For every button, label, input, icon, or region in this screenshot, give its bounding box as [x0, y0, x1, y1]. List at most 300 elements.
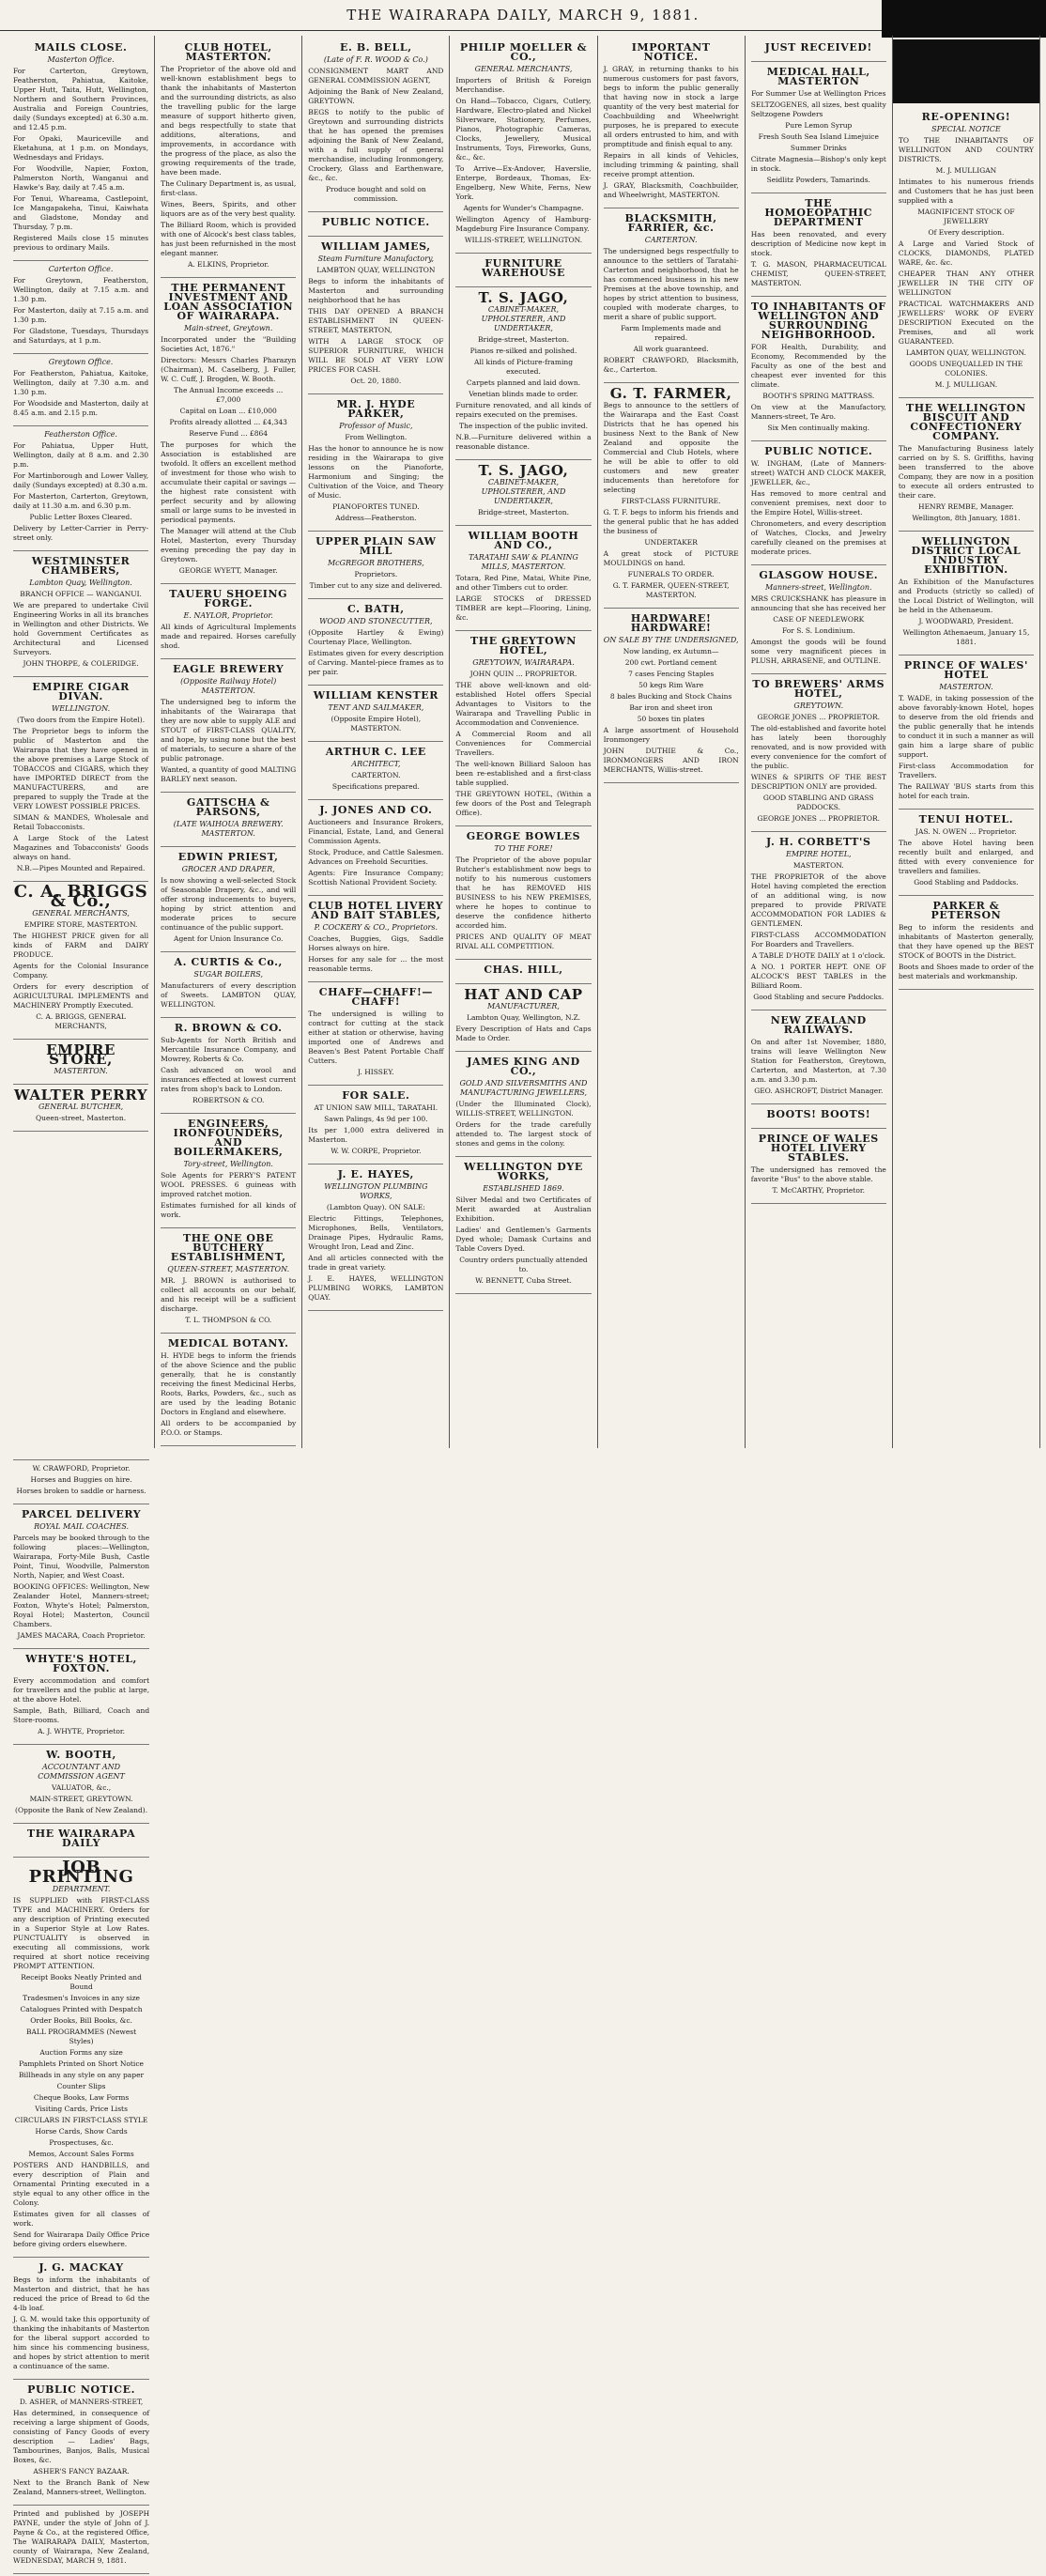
- ad-subtitle: QUEEN-STREET, MASTERTON.: [167, 1265, 290, 1273]
- ad-paragraph: Sample, Bath, Billiard, Coach and Store-rooms.: [13, 1706, 150, 1724]
- advertisement: [455, 460, 591, 526]
- ad-paragraph: A TABLE D'HOTE DAILY at 1 o'clock.: [751, 951, 885, 960]
- ad-title: THE WELLINGTON BISCUIT AND CONFECTIONERY COMPANY.: [906, 402, 1026, 442]
- ad-subtitle: (Opposite Railway Hotel) MASTERTON.: [180, 677, 277, 695]
- ad-paragraph: For Opaki, Mauriceville and Eketahuna, at 1 p.m. on Mondays, Wednesdays and Fridays.: [13, 134, 149, 162]
- ad-body: [308, 771, 443, 792]
- ad-title: A. CURTIS & Co.,: [174, 956, 283, 968]
- advertisement: [604, 208, 739, 383]
- ad-paragraph: For Woodville, Napier, Foxton, Palmerston North, Wanganui and Hawke's Bay, daily at 7.45 a.m.: [13, 164, 149, 192]
- ad-subtitle: Tory-street, Wellington.: [183, 1160, 273, 1168]
- ad-body: [13, 67, 148, 253]
- advertisement: [161, 1334, 296, 1446]
- ad-paragraph: Stock, Produce, and Cattle Salesmen. Advances on Freehold Securities.: [308, 848, 444, 866]
- masthead-title: THE WAIRARAPA DAILY, MARCH 9, 1881.: [346, 7, 700, 23]
- advertisement: [161, 584, 296, 659]
- ad-title: C. A. BRIGGS & Co.,: [13, 882, 148, 911]
- ad-paragraph: To Arrive—Ex-Andover, Haverslie, Enterpe, Bordeaux, Thomas, Ex-Engelberg, New White, Ferns, New York.: [455, 164, 592, 201]
- ad-title: PUBLIC NOTICE.: [764, 445, 873, 457]
- ad-title: THE HOMOEOPATHIC DEPARTMENT: [764, 197, 873, 228]
- ad-paragraph: The undersigned is willing to contract for cutting at the stack either at station or otherwise, having imported one of Andrews and Beaven's Best Patent Portable Chaff Cutters.: [308, 1010, 444, 1065]
- ad-paragraph: HENRY REMBE, Manager.: [918, 502, 1014, 511]
- ad-paragraph: (Opposite the Bank of New Zealand).: [15, 1806, 148, 1814]
- ad-paragraph: The Manager will attend at the Club Hotel, Masterton, every Thursday evening preceding the pay day in Greytown.: [161, 527, 297, 563]
- ad-paragraph: Queen-street, Masterton.: [36, 1114, 127, 1122]
- ad-paragraph: Directors: Messrs Charles Pharazyn (Chairman), M. Caselberg, J. Fuller, W. C. Cuff, J. Brogden, W. Booth.: [161, 356, 297, 383]
- ad-paragraph: Agents for Wunder's Champagne.: [463, 204, 584, 212]
- ad-subtitle: Lambton Quay, Wellington.: [29, 578, 132, 587]
- ad-subtitle: WOOD AND STONECUTTER,: [319, 617, 433, 625]
- ad-title: C. BATH,: [347, 603, 405, 615]
- advertisement: [899, 656, 1034, 810]
- ad-title: T. S. JAGO,: [478, 462, 569, 479]
- ad-paragraph: For Tenui, Whareama, Castlepoint, Ice Mangapakeha, Tinui, Kaiwhata and Gladstone, Monday and Thursday, 7 p.m.: [13, 194, 149, 231]
- ad-paragraph: AT UNION SAW MILL, TARATAHI.: [314, 1103, 438, 1112]
- ad-paragraph: T. McCARTHY, Proprietor.: [772, 1186, 866, 1195]
- ad-paragraph: Seidlitz Powders, Tamarinds.: [766, 176, 870, 184]
- ad-paragraph: J. WOODWARD, President.: [918, 617, 1014, 625]
- ad-paragraph: BEGS to notify to the public of Greytown and surrounding districts that he has opened the premises adjoining the Bank of New Zealand, with a full supply of general merchandise, including Ironmongery, Crockery, Glass and Earthenware, &c., &c.: [308, 108, 444, 182]
- advertisement: [13, 1460, 149, 1504]
- ad-paragraph: ROBERTSON & CO.: [192, 1096, 265, 1104]
- ad-paragraph: 8 bales Bucking and Stock Chains: [609, 692, 732, 701]
- column-4: [450, 36, 597, 1448]
- ad-paragraph: Citrate Magnesia—Bishop's only kept in stock.: [750, 155, 886, 173]
- ad-subtitle: Greytown Office.: [48, 358, 114, 366]
- ad-paragraph: J. E. HAYES, WELLINGTON PLUMBING WORKS, LAMBTON QUAY.: [308, 1274, 444, 1302]
- ad-title: PHILIP MOELLER & CO.,: [459, 41, 588, 63]
- ad-subtitle: CABINET-MAKER, UPHOLSTERER, AND UNDERTAKER,: [481, 478, 566, 505]
- advertisement: [161, 1228, 296, 1334]
- ad-body: [308, 433, 443, 523]
- ad-paragraph: C. A. BRIGGS, GENERAL MERCHANTS,: [36, 1012, 126, 1030]
- ad-paragraph: Proprietors.: [354, 570, 398, 578]
- ad-paragraph: Has determined, in consequence of receiving a large shipment of Goods, consisting of Fancy Goods of every description — Ladies' Bags, Tambourines, Banjos, Balls, Musical Boxes, &c.: [13, 2409, 150, 2464]
- ad-paragraph: Timber cut to any size and delivered.: [309, 581, 443, 590]
- ad-paragraph: Next to the Branch Bank of New Zealand, Manners-street, Wellington.: [13, 2478, 150, 2496]
- ad-paragraph: For S. S. Londinium.: [781, 626, 855, 635]
- ad-paragraph: MASTERTON.: [792, 861, 844, 870]
- ad-subtitle: McGREGOR BROTHERS,: [327, 559, 424, 567]
- ad-paragraph: MAGNIFICENT STOCK OF JEWELLERY: [917, 208, 1015, 225]
- ad-subtitle: SUGAR BOILERS,: [193, 970, 264, 979]
- masthead: [0, 0, 1046, 31]
- ad-subtitle: Professor of Music,: [339, 422, 413, 430]
- ad-title: NEW ZEALAND RAILWAYS.: [770, 1014, 867, 1036]
- ad-subtitle: Featherston Office.: [44, 430, 118, 439]
- advertisement: [13, 1040, 148, 1085]
- ad-body: [13, 590, 148, 669]
- ad-paragraph: JOHN THORPE, & COLERIDGE.: [23, 659, 139, 668]
- ad-title: WHYTE'S HOTEL, FOXTON.: [25, 1653, 137, 1674]
- advertisement: [161, 1114, 296, 1228]
- ad-title: PUBLIC NOTICE.: [27, 2383, 136, 2396]
- ad-subtitle: GREYTOWN.: [793, 702, 844, 710]
- ad-paragraph: Has the honor to announce he is now residing in the Wairarapa to give lessons on the Pianoforte, Harmonium and Singing; the Cultivation of the Voice, and Theory of Music.: [308, 444, 444, 500]
- ink-blot: [882, 0, 1046, 38]
- ad-paragraph: Public Letter Boxes Cleared.: [29, 513, 132, 521]
- ad-paragraph: M. J. MULLIGAN: [935, 166, 997, 175]
- ad-body: [751, 459, 886, 557]
- ad-subtitle: ON SALE BY THE UNDERSIGNED,: [603, 636, 739, 644]
- ad-subtitle: (Late of F. R. WOOD & Co.): [323, 55, 428, 64]
- ad-subtitle: EMPIRE HOTEL,: [786, 850, 852, 858]
- ad-paragraph: And all articles connected with the trade in great variety.: [308, 1254, 444, 1272]
- ad-subtitle: ARCHITECT,: [351, 760, 401, 768]
- ad-paragraph: VALUATOR, &c.,: [51, 1783, 112, 1792]
- ad-body: [899, 578, 1034, 647]
- ad-paragraph: Send for Wairarapa Daily Office Price before giving orders elsewhere.: [13, 2230, 150, 2248]
- ad-paragraph: J. G. M. would take this opportunity of thanking the inhabitants of Masterton for the liberal support accorded to him since his commencing business, and hopes by strict attention to merit a continuance of the same.: [13, 2315, 150, 2370]
- ad-subtitle: TO THE FORE!: [494, 844, 553, 853]
- ad-paragraph: IS SUPPLIED with FIRST-CLASS TYPE and MACHINERY. Orders for any description of Printing executed in a Superior Style at Low Rates. PUNCTUALITY is observed in executing all commissions, work required at short notice receiving PROMPT ATTENTION.: [13, 1896, 150, 1970]
- ad-paragraph: For Gladstone, Tuesdays, Thursdays and Saturdays, at 1 p.m.: [13, 327, 149, 345]
- ad-paragraph: Printed and published by JOSEPH PAYNE, under the style of John of J. Payne & Co., at the registered Office, The WAIRARAPA DAILY, Masterton, county of Wairarapa, New Zealand, WEDNESDAY, MARCH 9, 1881.: [13, 2509, 150, 2565]
- advertisement: [13, 1504, 149, 1649]
- ad-paragraph: Adjoining the Bank of New Zealand, GREYTOWN.: [308, 87, 444, 105]
- ad-title: MEDICAL HALL, MASTERTON: [766, 66, 870, 87]
- advertisement: [161, 278, 296, 584]
- ad-paragraph: FIRST-CLASS ACCOMMODATION For Boarders and Travellers.: [750, 931, 886, 949]
- ad-body: [13, 2275, 149, 2371]
- ad-paragraph: JOHN QUIN ... PROPRIETOR.: [469, 670, 577, 678]
- ad-body: [455, 1013, 591, 1043]
- ad-paragraph: Wellington Athenaeum, January 15, 1881.: [902, 628, 1030, 646]
- ad-paragraph: Wellington, 8th January, 1881.: [912, 514, 1021, 522]
- ad-paragraph: The Billiard Room, which is provided with one of Alcock's best class tables, has just been refurnished in the most elegant manner.: [161, 221, 297, 257]
- ad-paragraph: GOOD STABLING AND GRASS PADDOCKS.: [762, 794, 874, 811]
- advertisement: [161, 793, 296, 847]
- ad-paragraph: Horses broken to saddle or harness.: [16, 1487, 146, 1495]
- ad-body: [751, 230, 886, 288]
- ad-body: [455, 508, 591, 517]
- advertisement: [161, 952, 296, 1018]
- ad-paragraph: BOOKING OFFICES: Wellington, New Zealander Hotel, Manners-street; Foxton, Whyte's Hotel; Palmerston, Royal Hotel; Masterton, Council Chambers.: [13, 1582, 150, 1628]
- ad-title: RE-OPENING!: [921, 111, 1011, 123]
- ad-paragraph: The above Hotel having been recently built and enlarged, and fitted with every convenience for travellers and families.: [898, 839, 1034, 875]
- ad-body: [13, 369, 148, 418]
- ad-paragraph: A Large and Varied Stock of CLOCKS, DIAMONDS, PLATED WARE, &c. &c.: [898, 239, 1034, 267]
- ad-paragraph: SIMAN & MANDES, Wholesale and Retail Tobacconists.: [13, 813, 149, 831]
- ad-subtitle: (LATE WAIHOUA BREWERY. MASTERTON.: [173, 820, 284, 838]
- ad-paragraph: Sole Agents for PERRY'S PATENT WOOL PRESSES. 6 guineas with improved ratchet motion.: [161, 1171, 297, 1198]
- ad-title: JUST RECEIVED!: [764, 41, 872, 54]
- advertisement: [455, 826, 591, 960]
- ad-paragraph: BOOTH'S SPRING MATTRASS.: [762, 392, 875, 400]
- ad-paragraph: WINES & SPIRITS OF THE BEST DESCRIPTION ONLY are provided.: [750, 773, 886, 791]
- advertisement: [751, 38, 886, 62]
- ad-title: WILLIAM BOOTH AND CO.,: [468, 530, 579, 551]
- ad-paragraph: Chronometers, and every description of Watches, Clocks, and Jewelry carefully cleaned on the premises at moderate prices.: [750, 519, 886, 556]
- ad-paragraph: Summer Drinks: [790, 144, 847, 152]
- ad-subtitle: Main-street, Greytown.: [184, 324, 273, 332]
- ad-paragraph: Pianos re-silked and polished.: [469, 347, 577, 355]
- advertisement: [308, 800, 443, 896]
- ad-paragraph: MAIN-STREET, GREYTOWN.: [29, 1795, 133, 1803]
- ad-title: J. E. HAYES,: [337, 1168, 414, 1180]
- ad-paragraph: Orders for every description of AGRICULTURAL IMPLEMENTS and MACHINERY Promptly Executed.: [13, 982, 149, 1010]
- ad-body: [13, 441, 148, 543]
- ad-title: PARCEL DELIVERY: [21, 1508, 142, 1520]
- ad-paragraph: H. HYDE begs to inform the friends of the above Science and the public generally, that he is constantly receiving the finest Medicinal Herbs, Roots, Barks, Powders, &c., such as are used by the leading Botanic Doctors in England and elsewhere.: [161, 1351, 297, 1416]
- ad-paragraph: Sub-Agents for North British and Mercantile Insurance Company, and Mowrey, Roberts & Co.: [161, 1036, 297, 1063]
- advertisement: [13, 1085, 148, 1132]
- ad-paragraph: JAS. N. OWEN ... Proprietor.: [915, 827, 1017, 836]
- ad-paragraph: Address—Featherston.: [335, 514, 417, 522]
- ad-paragraph: (Under the Illuminated Clock), WILLIS-STREET, WELLINGTON.: [455, 1100, 592, 1118]
- ad-paragraph: PRICES AND QUALITY OF MEAT RIVAL ALL COMPETITION.: [455, 933, 592, 950]
- advertisement: [455, 1052, 591, 1157]
- ad-paragraph: Every accommodation and comfort for travellers and the public at large, at the above Hotel.: [13, 1676, 150, 1704]
- ad-paragraph: Agent for Union Insurance Co.: [174, 934, 284, 943]
- advertisement: [308, 982, 443, 1086]
- ad-paragraph: Bridge-street, Masterton.: [478, 335, 569, 344]
- ad-paragraph: The Proprietor of the above old and well-known establishment begs to thank the inhabitants of Masterton and the surrounding districts, as also the travelling public for the large measure of support hitherto given, and begs respectfully to state that additions, alterations, and improvements, in accordance with the progress of the place, as also the growing requirements of the trade, have been made.: [161, 65, 297, 177]
- ad-paragraph: T. G. MASON, PHARMACEUTICAL CHEMIST, QUEEN-STREET, MASTERTON.: [750, 260, 886, 287]
- advertisement: [455, 960, 591, 984]
- ad-body: [308, 1103, 443, 1156]
- ad-title: PUBLIC NOTICE.: [321, 216, 430, 228]
- ad-body: [308, 818, 443, 887]
- ad-subtitle: GOLD AND SILVERSMITHS AND MANUFACTURING JEWELLERS,: [459, 1079, 588, 1097]
- ad-title: R. BROWN & CO.: [174, 1022, 283, 1034]
- ad-body: [751, 861, 886, 1002]
- ad-paragraph: The purposes for which the Association is established are twofold. It offers an excellent method of investment for those who wish to accumulate their capital or savings — the highest rate consistent with perfect security and by allowing small or large sums to be invested in periodical payments.: [161, 440, 297, 524]
- ad-subtitle: Masterton Office.: [47, 55, 115, 64]
- column-5: [598, 36, 746, 1448]
- advertisement: [455, 631, 591, 826]
- advertisement: [455, 38, 591, 254]
- ad-body: [161, 1171, 296, 1220]
- ad-paragraph: Capital on Loan ... £10,000: [179, 407, 277, 415]
- ad-title: TAUERU SHOEING FORGE.: [169, 588, 288, 609]
- ad-paragraph: Cheque Books, Law Forms: [33, 2093, 130, 2102]
- ad-title: WELLINGTON DYE WORKS,: [464, 1161, 583, 1182]
- advertisement: [13, 1450, 149, 1460]
- ad-paragraph: GEORGE JONES ... PROPRIETOR.: [757, 713, 881, 721]
- ad-body: [13, 276, 148, 346]
- ad-paragraph: Venetian blinds made to order.: [469, 390, 578, 398]
- ad-paragraph: LAMBTON QUAY, WELLINGTON.: [905, 348, 1026, 357]
- ad-title: THE GREYTOWN HOTEL,: [470, 635, 577, 656]
- ad-paragraph: THIS DAY OPENED A BRANCH ESTABLISHMENT IN QUEEN-STREET, MASTERTON,: [308, 307, 444, 334]
- ad-title: THE ONE OBE BUTCHERY ESTABLISHMENT,: [170, 1232, 286, 1263]
- ad-paragraph: A Commercial Room and all Conveniences for Commercial Travellers.: [455, 730, 592, 757]
- ad-body: [13, 1676, 149, 1736]
- ad-paragraph: The old-established and favorite hotel has lately been thoroughly renovated, and is now provided with every convenience for the comfort of the public.: [750, 724, 886, 770]
- ad-paragraph: For Greytown, Featherston, Wellington, daily at 7.15 a.m. and 1.30 p.m.: [13, 276, 149, 303]
- ad-paragraph: Specifications prepared.: [331, 782, 420, 791]
- ad-paragraph: The HIGHEST PRICE given for all kinds of FARM and DAIRY PRODUCE.: [13, 932, 149, 959]
- ad-paragraph: For Pahiatua, Upper Hutt, Wellington, daily at 8 a.m. and 2.30 p.m.: [13, 441, 149, 469]
- ad-title: BLACKSMITH, FARRIER, &c.: [624, 212, 717, 234]
- ad-paragraph: All orders to be accompanied by P.O.O. or Stamps.: [161, 1419, 297, 1437]
- ad-paragraph: T. L. THOMPSON & CO.: [185, 1316, 272, 1324]
- advertisement: [13, 426, 148, 551]
- advertisement: [751, 674, 886, 832]
- advertisement: [751, 565, 886, 674]
- ad-paragraph: Silver Medal and two Certificates of Merit awarded at Australian Exhibition.: [455, 1195, 592, 1223]
- ad-paragraph: Repairs in all kinds of Vehicles, including trimming & painting, shall receive prompt attention.: [603, 151, 739, 178]
- ad-title: MR. J. HYDE PARKER,: [336, 398, 416, 420]
- ad-paragraph: Is now showing a well-selected Stock of Seasonable Drapery, &c., and will offer strong inducements to buyers, hoping by strict attention and moderate prices to secure continuance of the public support.: [161, 876, 297, 932]
- advertisement: [308, 896, 443, 982]
- ad-body: [308, 628, 443, 677]
- advertisement: [161, 659, 296, 793]
- ad-paragraph: Reserve Fund ... £864: [189, 429, 269, 438]
- ad-paragraph: FOR Health, Durability, and Economy, Recommended by the Faculty as one of the best and cheapest ever invented for this climate.: [750, 343, 886, 389]
- advertisement: [13, 2380, 149, 2506]
- ad-paragraph: An Exhibition of the Manufactures and Products (strictly so called) of the Local District of Wellington, will be held in the Athenaeum.: [898, 578, 1034, 614]
- ad-subtitle: GENERAL MERCHANTS,: [474, 65, 573, 73]
- ad-paragraph: Oct. 20, 1880.: [350, 377, 402, 385]
- ad-paragraph: Manufacturers of every description of Sweets. LAMBTON QUAY, WELLINGTON.: [161, 981, 297, 1009]
- ad-title: J. H. CORBETT'S: [766, 836, 871, 848]
- ad-paragraph: N.B.—Pipes Mounted and Repaired.: [16, 864, 146, 872]
- ad-paragraph: GOODS UNEQUALLED IN THE COLONIES.: [909, 360, 1023, 378]
- ad-paragraph: All kinds of Agricultural Implements made and repaired. Horses carefully shod.: [161, 623, 297, 650]
- advertisement: [308, 212, 443, 237]
- ad-paragraph: Wellington Agency of Hamburg-Magdeburg Fire Insurance Company.: [455, 215, 592, 233]
- column-2: [155, 36, 302, 1448]
- advertisement: [13, 2506, 149, 2574]
- ad-body: [604, 401, 739, 600]
- ad-title: EAGLE BREWERY: [173, 663, 285, 675]
- ad-body: [308, 1203, 443, 1303]
- ad-paragraph: W. BENNETT, Cuba Street.: [475, 1276, 572, 1285]
- ad-body: [751, 343, 886, 433]
- ad-paragraph: Receipt Books Neatly Printed and Bound: [21, 1973, 142, 1991]
- ad-title: W. BOOTH,: [46, 1749, 116, 1761]
- ad-body: [899, 136, 1034, 390]
- ink-blot: [893, 39, 1039, 103]
- ad-paragraph: D. ASHER, of MANNERS-STREET,: [19, 2398, 144, 2406]
- ad-title: PRINCE OF WALES' HOTEL: [903, 659, 1028, 681]
- ad-paragraph: Totara, Red Pine, Matai, White Pine, and other Timbers cut to order.: [455, 574, 592, 592]
- ad-paragraph: First-class Accommodation for Travellers.: [898, 762, 1034, 779]
- ad-paragraph: (Opposite Empire Hotel), MASTERTON.: [331, 715, 422, 733]
- ad-paragraph: Electric Fittings, Telephones, Microphones, Bells, Ventilators, Drainage Pipes, Hydraulic Rams, Wrought Iron, Lead and Zinc.: [308, 1214, 444, 1251]
- ad-paragraph: Country orders punctually attended to.: [459, 1256, 588, 1273]
- ad-paragraph: Auction Forms any size: [39, 2048, 123, 2057]
- ad-paragraph: Horses for any sale for ... the most reasonable terms.: [308, 955, 444, 973]
- ad-paragraph: LARGE STOCKS of DRESSED TIMBER are kept—Flooring, Lining, &c.: [455, 594, 592, 622]
- ad-title: FURNITURE WAREHOUSE: [481, 257, 565, 279]
- ad-subtitle: TARATAHI SAW & PLANING MILLS, MASTERTON.: [469, 553, 578, 571]
- ad-body: [604, 247, 739, 375]
- ad-body: [899, 694, 1034, 801]
- ad-subtitle: CARTERTON.: [644, 236, 698, 244]
- ad-title: JAMES KING AND CO.,: [467, 1056, 580, 1077]
- ad-paragraph: Bar iron and sheet iron: [629, 703, 713, 712]
- ad-title: WESTMINSTER CHAMBERS,: [31, 555, 131, 577]
- ad-paragraph: Ladies' and Gentlemen's Garments Dyed whole; Damask Curtains and Table Covers Dyed.: [455, 1226, 592, 1253]
- ad-paragraph: Cash advanced on wool and insurances effected at lowest current rates from shop's back to London.: [161, 1066, 297, 1093]
- ad-title: UPPER PLAIN SAW MILL: [315, 535, 437, 557]
- ad-paragraph: J. GRAY, Blacksmith, Coachbuilder, and Wheelwright, MASTERTON.: [603, 181, 739, 199]
- ad-paragraph: Pamphlets Printed on Short Notice: [19, 2059, 144, 2068]
- ad-paragraph: N.B.—Furniture delivered within a reasonable distance.: [455, 433, 592, 451]
- ad-body: [455, 1100, 591, 1149]
- advertisement: [13, 677, 148, 882]
- ad-paragraph: W. INGHAM, (Late of Manners-street) WATCH AND CLOCK MAKER, JEWELLER, &c.,: [750, 459, 886, 486]
- ad-paragraph: Order Books, Bill Books, &c.: [30, 2016, 132, 2025]
- advertisement: [13, 38, 148, 261]
- ad-title: ARTHUR C. LEE: [325, 746, 426, 758]
- ad-subtitle: ACCOUNTANT AND COMMISSION AGENT: [38, 1763, 125, 1781]
- ad-title: HARDWARE! HARDWARE!: [630, 612, 712, 634]
- ad-body: [161, 65, 296, 270]
- ad-title: J. G. MACKAY: [38, 2261, 124, 2274]
- ad-paragraph: Fresh South Sea Island Limejuice: [758, 132, 879, 141]
- ad-subtitle: WELLINGTON PLUMBING WORKS,: [324, 1182, 428, 1200]
- ad-body: [455, 670, 591, 818]
- ad-paragraph: Good Stabling and secure Paddocks.: [753, 993, 884, 1001]
- ad-paragraph: The undersigned beg to inform the inhabitants of the Wairarapa that they are now able to supply ALE and STOUT of FIRST-CLASS QUALITY, and hope, by using none but the best of materials, to secure a share of the public patronage.: [161, 698, 297, 763]
- ad-title: BOOTS! BOOTS!: [766, 1108, 871, 1120]
- ad-paragraph: A. J. WHYTE, Proprietor.: [38, 1727, 125, 1735]
- ad-title: WELLINGTON DISTRICT LOCAL INDUSTRY EXHIBITION.: [911, 535, 1022, 576]
- advertisement: [13, 2258, 149, 2380]
- ad-paragraph: Incorporated under the "Building Societies Act, 1876.": [161, 335, 297, 353]
- advertisement: [308, 742, 443, 800]
- ad-paragraph: Begs to inform the inhabitants of Masterton and surrounding neighborhood that he has: [308, 277, 444, 304]
- advertisement: [13, 261, 148, 354]
- ad-paragraph: MR. J. BROWN is authorised to collect all accounts on our behalf, and his receipt will be a sufficient discharge.: [161, 1276, 297, 1313]
- ad-paragraph: We are prepared to undertake Civil Engineering Works in all its branches in Wellington and other Districts. We hold Government Certificates as Architectural and Licensed Surveyors.: [13, 601, 149, 656]
- ad-body: [161, 335, 296, 576]
- ad-title: JOB PRINTING: [28, 1858, 134, 1887]
- ad-paragraph: Begs to announce to the settlers of the Wairarapa and the East Coast Districts that he has opened his business Next to the Bank of New Zealand and opposite the Commercial and Club Hotels, where he will be able to offer to old customers and new greater inducements than heretofore for selecting: [603, 401, 739, 494]
- ad-paragraph: Of Every description.: [928, 228, 1005, 237]
- ad-title: IMPORTANT NOTICE.: [631, 41, 711, 63]
- ad-body: [308, 1010, 443, 1077]
- ad-title: EMPIRE CIGAR DIVAN.: [32, 681, 130, 702]
- ad-title: HAT AND CAP: [464, 986, 583, 1003]
- advertisement: [13, 551, 148, 677]
- ad-title: ENGINEERS, IRONFOUNDERS, AND BOILERMAKERS,: [173, 1118, 284, 1158]
- ad-paragraph: THE above well-known and old-established Hotel offers Special Advantages to Visitors to the Wairarapa and Travelling Public in Accommodation and Convenience.: [455, 681, 592, 727]
- ad-paragraph: The Proprietor of the above popular Butcher's establishment now begs to notify to his numerous customers that he has REMOVED HIS BUSINESS to his NEW PREMISES, where he hopes to continue to deserve the confidence hitherto accorded him.: [455, 856, 592, 930]
- column-1: [8, 36, 155, 1448]
- ad-body: [13, 1896, 149, 2249]
- ad-paragraph: For Carterton, Greytown, Featherston, Pahiatua, Kaitoke, Upper Hutt, Taita, Hutt, Wellington, Northern and Southern Provinces, Australia and Foreign Countries, daily (Sundays excepted) at 6.30 a.m. and 12.45 p.m.: [13, 67, 149, 131]
- ad-paragraph: LAMBTON QUAY, WELLINGTON: [316, 266, 436, 274]
- ad-body: [308, 934, 443, 974]
- ad-subtitle: ESTABLISHED 1869.: [483, 1184, 564, 1193]
- ad-paragraph: 50 kegs Rim Ware: [638, 681, 704, 689]
- ad-body: [161, 1351, 296, 1438]
- ad-title: CHAFF—CHAFF!—CHAFF!: [318, 986, 433, 1008]
- column-3: [302, 36, 450, 1448]
- ad-subtitle: DEPARTMENT.: [52, 1885, 111, 1893]
- ad-paragraph: Counter Slips: [56, 2082, 106, 2090]
- advertisement: [455, 287, 591, 460]
- ad-subtitle: E. NAYLOR, Proprietor.: [183, 611, 273, 620]
- ad-paragraph: Has been renovated, and every description of Medicine now kept in stock.: [750, 230, 886, 257]
- ad-paragraph: For Masterton, Carterton, Greytown, daily at 11.30 a.m. and 6.30 p.m.: [13, 492, 149, 510]
- ad-paragraph: Prospectuses, &c.: [49, 2138, 114, 2147]
- column-7: [893, 36, 1040, 1448]
- ad-paragraph: Amongst the goods will be found some very magnificent pieces in PLUSH, ARRASENE, and OUTLINE.: [750, 638, 886, 665]
- advertisement: [308, 686, 443, 742]
- ad-paragraph: ASHER'S FANCY BAZAAR.: [33, 2467, 130, 2476]
- ad-subtitle: MASTERTON.: [54, 1067, 108, 1075]
- advertisement: [751, 297, 886, 441]
- ad-paragraph: (Opposite Hartley & Ewing) Courtenay Place, Wellington.: [308, 628, 444, 646]
- ad-paragraph: W. W. CORPE, Proprietor.: [331, 1147, 422, 1155]
- ad-paragraph: Memos, Account Sales Forms: [28, 2150, 134, 2158]
